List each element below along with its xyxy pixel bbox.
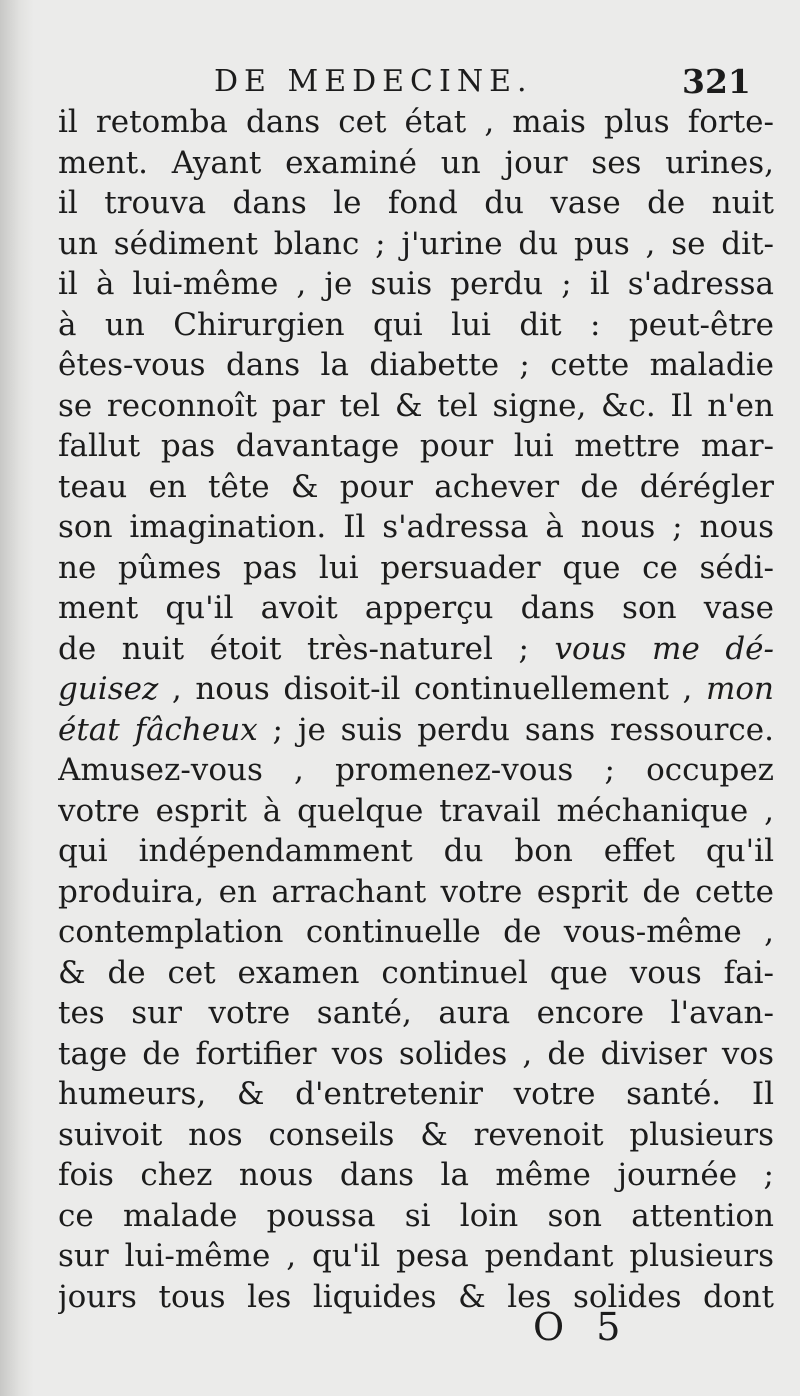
text-line: sur lui-même , qu'il pesa pendant plusieurs bbox=[58, 1238, 774, 1274]
text-line: un sédiment blanc ; j'urine du pus , se dit- bbox=[58, 225, 774, 262]
text-line: il retomba dans cet état , mais plus forte- bbox=[58, 104, 774, 140]
text-line: êtes-vous dans la diabette ; cette maladie bbox=[58, 347, 774, 383]
text-line: humeurs, & d'entretenir votre santé. Il bbox=[58, 1076, 774, 1112]
text-line: teau en tête & pour achever de dérégler bbox=[58, 468, 774, 505]
text-line: qui indépendamment du bon effet qu'il bbox=[58, 833, 774, 869]
text-line: état fâcheux ; je suis perdu sans ressource. bbox=[58, 711, 774, 748]
text-line: il à lui-même , je suis perdu ; il s'adressa bbox=[58, 266, 774, 302]
text-line: fallut pas davantage pour lui mettre mar- bbox=[58, 428, 774, 464]
text-line: de nuit étoit très-naturel ; vous me dé- bbox=[58, 630, 774, 667]
page-number: 321 bbox=[682, 62, 751, 101]
text-line: ne pûmes pas lui persuader que ce sédi- bbox=[58, 549, 774, 586]
text-line: tes sur votre santé, aura encore l'avan- bbox=[58, 995, 774, 1031]
text-line: se reconnoît par tel & tel signe, &c. Il n'en bbox=[58, 387, 774, 424]
text-line: ment. Ayant examiné un jour ses urines, bbox=[58, 144, 774, 181]
text-line: ce malade poussa si loin son attention bbox=[58, 1197, 774, 1234]
italic-text: vous me dé- bbox=[554, 630, 774, 667]
text-line: jours tous les liquides & les solides dont bbox=[58, 1278, 774, 1315]
binding-shadow bbox=[0, 0, 34, 1396]
italic-text: mon bbox=[705, 671, 774, 707]
text-line: ment qu'il avoit apperçu dans son vase bbox=[58, 590, 774, 626]
text-line: fois chez nous dans la même journée ; bbox=[58, 1157, 774, 1193]
text-line: son imagination. Il s'adressa à nous ; nous bbox=[58, 509, 774, 545]
italic-text: guisez bbox=[58, 671, 159, 707]
text-line: votre esprit à quelque travail méchanique , bbox=[58, 792, 774, 829]
italic-text: état fâcheux bbox=[58, 711, 258, 748]
text-line: & de cet examen continuel que vous fai- bbox=[58, 954, 774, 991]
text-line: produira, en arrachant votre esprit de cette bbox=[58, 873, 774, 910]
page-header bbox=[0, 58, 800, 108]
running-title: DE MEDECINE. bbox=[214, 64, 533, 99]
text-line: Amusez-vous , promenez-vous ; occupez bbox=[58, 752, 774, 788]
body-text bbox=[58, 102, 774, 1317]
text-line: guisez , nous disoit-il continuellement , mon bbox=[58, 671, 774, 707]
text-line: tage de fortifier vos solides , de diviser vos bbox=[58, 1035, 774, 1072]
text-line: il trouva dans le fond du vase de nuit bbox=[58, 185, 774, 221]
text-line: contemplation continuelle de vous-même , bbox=[58, 914, 774, 950]
text-line: à un Chirurgien qui lui dit : peut-être bbox=[58, 306, 774, 343]
signature-mark: O 5 bbox=[533, 1305, 631, 1349]
text-line: suivoit nos conseils & revenoit plusieurs bbox=[58, 1116, 774, 1153]
